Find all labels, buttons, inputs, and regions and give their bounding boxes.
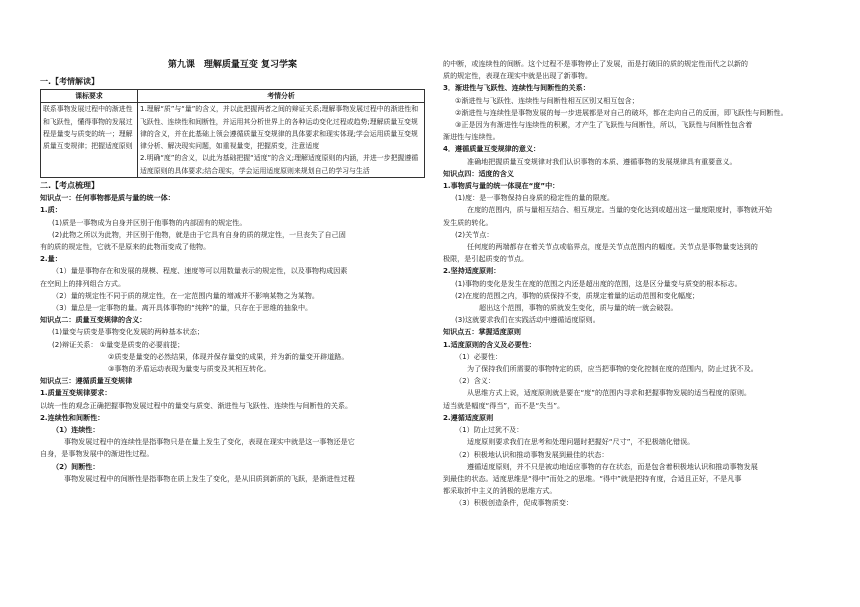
sub-heading: 2.量： xyxy=(40,254,62,264)
text-line: 的中断，或连续性的间断。这个过程不是事物停止了发展，而是打破旧的质的规定性而代之以新的 xyxy=(443,59,749,68)
text-line: (2)辩证关系： ①量变是质变的必要前提； xyxy=(52,339,185,349)
right-column xyxy=(443,58,831,510)
sub-heading: 1.适度原则的含义及必要性： xyxy=(443,339,536,349)
knowledge-heading: 知识点四：适度的含义 xyxy=(443,168,514,178)
table-header: 课标要求 xyxy=(41,90,138,103)
sub-heading: 2.连续性和间断性： xyxy=(40,412,105,422)
text-line: ③正是因为有渐进性与连续性的积累，才产生了飞跃性与间断性，所以，飞跃性与间断性包含着 xyxy=(455,120,753,130)
section-heading: 二.【考点梳理】 xyxy=(40,180,100,190)
text-line: 渐进性与连续性。 xyxy=(443,132,500,142)
text-line: （2）含义： xyxy=(455,376,495,386)
sub-heading: （2）间断性： xyxy=(52,461,100,471)
text-line: 有的质的规定性，它就不是原来的此物而变成了他物。 xyxy=(40,242,211,251)
sub-heading: 2.坚持适度原则： xyxy=(443,266,501,276)
text-line: （3）积极创造条件，促成事物质变： xyxy=(455,498,574,508)
text-line: （3）量总是一定事物的量。离开具体事物的“纯粹”的量，只存在于思维的抽象中。 xyxy=(52,303,313,313)
text-line: (2)在度的范围之内，事物的质保持不变，质规定着量的运动范围和变化幅度； xyxy=(455,290,700,300)
text-line: （2）积极地认识和推动事物发展到最佳的状态： xyxy=(455,449,609,459)
sub-heading: 3．渐进性与飞跃性、连续性与间断性的关系： xyxy=(443,83,590,93)
text-line: (2)此物之所以为此物，并区别于他物，就是由于它具有自身的质的规定性，一旦丧失了自己固 xyxy=(52,229,346,239)
text-line: 遵循适度原则，并不只是被动地适应事物的存在状态，而是包含着积极地认识和推动事物发展 xyxy=(467,461,758,471)
text-line: （2）量的规定性不同于质的规定性，在一定范围内量的增减并不影响某物之为某物。 xyxy=(52,290,319,300)
text-line: 事物发展过程中的间断性是指事物在质上发生了变化，是从旧质到新质的飞跃，是渐进性过程 xyxy=(64,473,355,483)
text-line: 适当就是幅度“得当”，而不是“失当”。 xyxy=(443,400,565,410)
knowledge-heading: 知识点三：遵循质量互变规律 xyxy=(40,376,133,386)
sub-heading: 4．遵循质量互变规律的意义： xyxy=(443,144,541,154)
knowledge-heading: 知识点一：任何事物都是质与量的统一体： xyxy=(40,193,175,203)
text-line: (2)关节点： xyxy=(455,229,494,239)
text-line: 任何度的两端都存在着关节点或临界点，度是关节点范围内的幅度。关节点是事物量变达到的 xyxy=(467,242,758,252)
text-line: 准确地把握质量互变规律对我们认识事物的本质、遵循事物的发展规律具有重要意义。 xyxy=(467,156,737,166)
table-cell xyxy=(138,103,425,178)
text-line: ②渐进性与连续性是事物发展的每一步进展都是对自己的破坏，都在走向自己的反面，即飞跃性与间断性。 xyxy=(455,107,788,117)
text-line: （1）防止过犹不及： xyxy=(455,425,524,435)
text-line: 超出这个范围，事物的质就发生变化，质与量的统一就会破裂。 xyxy=(479,303,678,313)
sub-heading: 1.事物质与量的统一体现在“度”中： xyxy=(443,181,560,191)
text-line: 发生质的转化。 xyxy=(443,217,493,227)
text-line: (3)这就要求我们在实践活动中遵循适度原则。 xyxy=(455,315,600,325)
sub-heading: 1.质： xyxy=(40,205,62,215)
sub-heading: （1）连续性： xyxy=(52,425,100,435)
knowledge-heading: 知识点二：质量互变规律的含义： xyxy=(40,315,147,325)
text-line: ③事物的矛盾运动表现为量变与质变及其相互转化。 xyxy=(108,364,271,374)
analysis-item: 2.明确“度”的含义，以此为基础把握“适度”的含义;理解适度原则的内涵，并进一步把握遵循适度原则的具体要求;结合现实，学会运用适度原则来规划自己的学习与生活 xyxy=(140,154,419,175)
page-title: 第九课 理解质量互变 复习学案 xyxy=(167,60,298,70)
text-line: (1)质是一事物成为自身并区别于他事物的内部固有的规定性。 xyxy=(52,217,247,227)
text-line: 自身，是事物发展中的渐进性过程。 xyxy=(40,449,154,459)
analysis-item: 1.理解“质”与“量”的含义，并以此把握两者之间的辩证关系;理解事物发展过程中的渐进性和飞跃性、连续性和间断性，并运用其分析世界上的各种运动变化过程或趋势;理解质量互变规律的含义，并在此基础上领会遵循质量互变规律的具体要求和现实体现;学会运用质量互变规律分析、解决现实问题，如重视量变，把握质变，注意适度 xyxy=(140,105,419,151)
text-line: 在度的范围内，质与量相互结合、相互规定。当量的变化达到或超出这一量度限度时，事物就开始 xyxy=(467,205,773,215)
section-heading: 一.【考情解读】 xyxy=(40,77,100,86)
text-line: 在空间上的排列组合方式。 xyxy=(40,278,126,288)
text-line: 以统一性的观念正确把握事物发展过程中的量变与质变、渐进性与飞跃性、连续性与间断性的关系。 xyxy=(40,400,353,410)
text-line: （1）量是事物存在和发展的规模、程度、速度等可以用数量表示的规定性，以及事物构成因素 xyxy=(52,266,348,276)
sub-heading: 1.质量互变规律要求： xyxy=(40,388,112,398)
text-line: 质的规定性，表现在现实中就是出现了新事物。 xyxy=(443,71,592,81)
text-line: ①渐进性与飞跃性、连续性与间断性相互区别又相互包含； xyxy=(455,95,639,105)
text-line: 从思维方式上说，适度原则就是要在“度”的范围内寻求和把握事物发展的适当程度的原则。 xyxy=(467,388,752,398)
text-line: 极限，是引起质变的节点。 xyxy=(443,254,529,264)
text-line: (1)度：是一事物保持自身质的稳定性的量的限度。 xyxy=(455,193,615,203)
table-cell: 联系事物发展过程中的渐进性和飞跃性，懂得事物的发展过程是量变与质变的统一；理解质量互变规律；把握适度原则 xyxy=(41,103,138,178)
sub-heading: 2.遵循适度原则 xyxy=(443,412,494,422)
text-line: (1)量变与质变是事物变化发展的两种基本状态； xyxy=(52,327,204,337)
text-line: 为了保持我们所需要的事物特定的质，应当把事物的变化控制在度的范围内，防止过犹不及。 xyxy=(467,364,758,374)
exam-analysis-table xyxy=(40,89,425,178)
text-line: 适度原则要求我们在思考和处理问题时把握好“尺寸”，不犯极端化错误。 xyxy=(467,437,695,447)
table-header: 考情分析 xyxy=(138,90,425,103)
left-column xyxy=(40,0,425,485)
text-line: 都采取折中主义的消极的思维方式。 xyxy=(443,486,557,496)
text-line: （1）必要性： xyxy=(455,351,503,361)
text-line: 到最佳的状态。适度思维是“得中”而处之的思维。“得中”就是把持有度，合适且正好，不是凡事 xyxy=(443,473,742,483)
text-line: (1)事物的变化是发生在度的范围之内还是超出度的范围，这是区分量变与质变的根本标志。 xyxy=(455,278,742,288)
text-line: ②质变是量变的必然结果，体现并保存量变的成果，并为新的量变开辟道路。 xyxy=(108,351,349,361)
knowledge-heading: 知识点五：掌握适度原则 xyxy=(443,327,522,337)
text-line: 事物发展过程中的连续性是指事物只是在量上发生了变化，表现在现实中就是这一事物还是它 xyxy=(64,437,355,447)
